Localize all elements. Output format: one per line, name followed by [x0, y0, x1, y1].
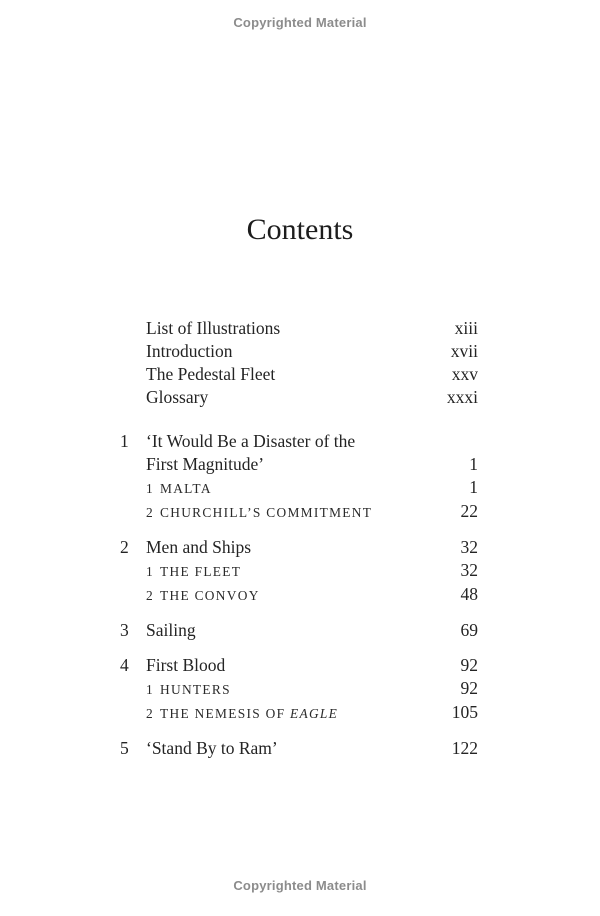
entry-label: List of Illustrations: [146, 318, 281, 338]
toc-chapter-3: [120, 619, 478, 642]
section-entry: [146, 701, 478, 725]
chapter-page-number: 32: [460, 537, 478, 557]
chapter-title: ‘Stand By to Ram’: [146, 738, 278, 758]
chapter-title-line: [120, 430, 478, 453]
toc-entry-glossary: [120, 386, 478, 409]
section-number: 1: [146, 481, 154, 496]
section-entry: [146, 559, 478, 583]
section-title-ship-name: EAGLE: [289, 706, 339, 721]
toc-chapter-2: [120, 536, 478, 607]
chapter-page-number: 92: [460, 655, 478, 675]
chapter-title: Men and Ships: [146, 537, 251, 557]
toc-entry-pedestal-fleet: [120, 363, 478, 386]
toc-chapter-4: [120, 654, 478, 725]
section-number: 2: [146, 706, 154, 721]
section-page-number: 32: [460, 560, 478, 580]
chapter-title: Sailing: [146, 620, 196, 640]
section-page-number: 105: [451, 702, 478, 722]
chapter-title: ‘It Would Be a Disaster of the: [146, 431, 356, 451]
section-title: THE CONVOY: [160, 588, 260, 603]
chapter-number: 4: [120, 655, 129, 675]
section-number: 2: [146, 505, 154, 520]
section-title-text: THE NEMESIS OF: [160, 706, 290, 721]
section-title: [160, 702, 452, 725]
section-entry: [146, 583, 478, 607]
chapter-title-line: [120, 654, 478, 677]
copyright-notice-top: Copyrighted Material: [233, 15, 367, 30]
page-title: Contents: [246, 213, 354, 246]
entry-page-number: xxxi: [446, 387, 478, 407]
section-number: 2: [146, 588, 154, 603]
toc-chapter-1: [120, 430, 478, 524]
section-entry: [146, 500, 478, 524]
section-entry: [146, 476, 478, 500]
entry-page-number: xvii: [450, 341, 478, 361]
toc-chapter-5: [120, 737, 478, 760]
toc-entry-introduction: [120, 340, 478, 363]
chapter-title: First Blood: [146, 655, 226, 675]
copyright-notice-bottom: Copyrighted Material: [233, 878, 367, 893]
section-title: MALTA: [160, 481, 212, 496]
section-page-number: 1: [469, 477, 478, 497]
section-number: 1: [146, 682, 154, 697]
chapter-title-line: [120, 737, 478, 760]
chapter-title: First Magnitude’: [146, 454, 265, 474]
section-page-number: 48: [460, 584, 478, 604]
chapter-number: 3: [120, 620, 129, 640]
chapter-number: 1: [120, 431, 129, 451]
section-title: THE FLEET: [160, 564, 242, 579]
chapter-number: 5: [120, 738, 129, 758]
chapter-title-line: [120, 536, 478, 559]
chapter-title-line: [120, 619, 478, 642]
section-page-number: 22: [460, 501, 478, 521]
entry-label: Glossary: [146, 387, 209, 407]
entry-page-number: xxv: [451, 364, 478, 384]
section-number: 1: [146, 564, 154, 579]
section-title: HUNTERS: [160, 682, 231, 697]
chapter-page-number: 69: [460, 620, 478, 640]
entry-label: Introduction: [146, 341, 233, 361]
front-matter-list: [120, 317, 478, 409]
toc-entry-list-of-illustrations: [120, 317, 478, 340]
section-page-number: 92: [460, 678, 478, 698]
table-of-contents: [120, 317, 478, 760]
entry-page-number: xiii: [454, 318, 478, 338]
section-title: CHURCHILL’S COMMITMENT: [160, 505, 373, 520]
chapter-page-number: 1: [469, 454, 478, 474]
chapter-page-number: 122: [451, 738, 478, 758]
section-entry: [146, 677, 478, 701]
chapter-title-line: [120, 453, 478, 476]
entry-label: The Pedestal Fleet: [146, 364, 276, 384]
chapter-number: 2: [120, 537, 129, 557]
